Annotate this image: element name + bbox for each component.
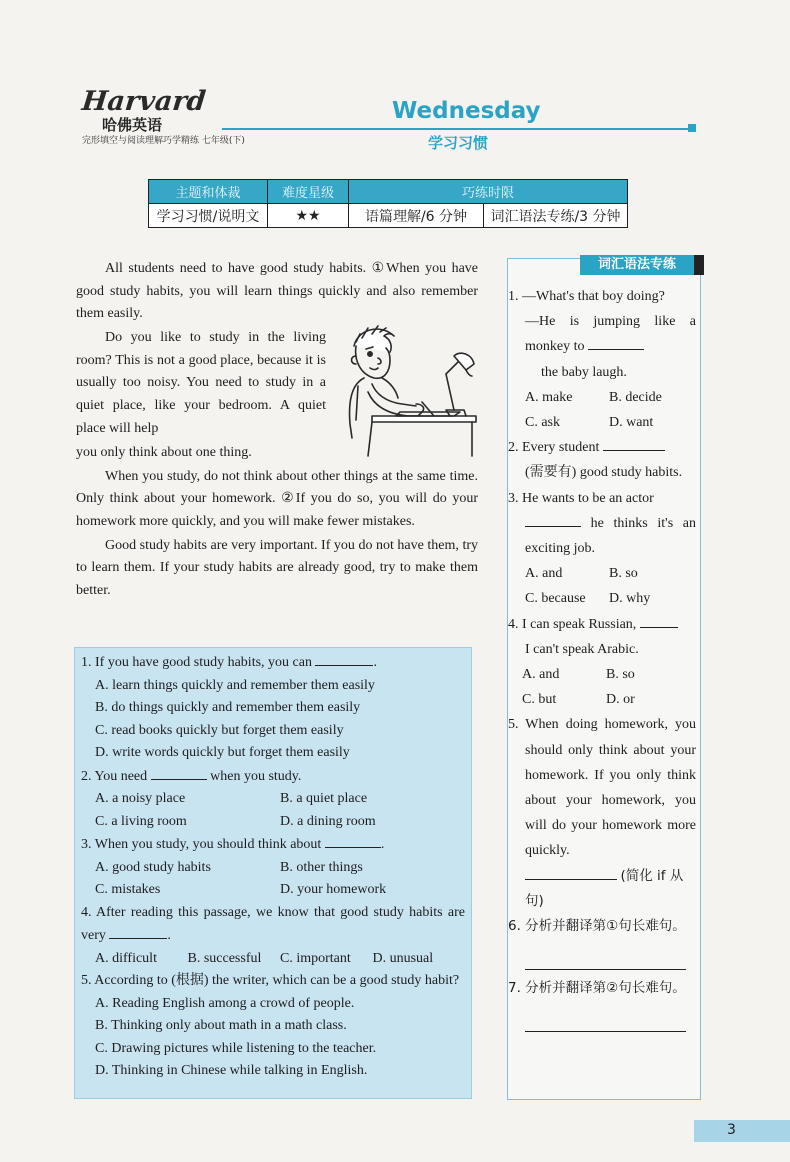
vocab-q2-blank[interactable] — [603, 435, 665, 451]
vocab-q3-rest: he thinks it's an exciting job. — [525, 515, 697, 557]
q1-stem: 1. If you have good study habits, you can — [81, 655, 312, 670]
q2-option-c[interactable]: C. a living room — [95, 813, 187, 829]
vocab-q4-blank[interactable] — [640, 612, 678, 628]
q3-option-d[interactable]: D. your homework — [280, 882, 387, 897]
question-4: 4. After reading this passage, we know that good study habits are very . — [81, 904, 465, 943]
q5-option-a[interactable]: A. Reading English among a crowd of people. — [95, 995, 355, 1011]
q2-option-a[interactable]: A. a noisy place — [95, 791, 186, 806]
paragraph-2-end: you only think about one thing. — [76, 444, 252, 460]
vocab-q5-note: (简化 if 从句) — [525, 867, 684, 909]
vocab-q7: 7. 分析并翻译第②句长难句。 — [508, 980, 686, 997]
vocab-q6: 6. 分析并翻译第①句长难句。 — [508, 918, 686, 935]
vocab-q4-rest: I can't speak Arabic. — [525, 641, 639, 657]
day-title: Wednesday — [392, 98, 541, 124]
series-subtitle: 完形填空与阅读理解巧学精练 七年级(下) — [82, 136, 245, 146]
q1-option-d[interactable]: D. write words quickly but forget them easily — [95, 745, 350, 760]
vocab-q4-option-c[interactable]: C. but — [522, 692, 557, 708]
vocab-time: 词汇语法专练/3 分钟 — [484, 204, 628, 228]
vocab-q3-stem: 3. He wants to be an actor — [508, 490, 654, 506]
reading-questions — [74, 647, 472, 1099]
header-rule-end — [688, 124, 696, 132]
vocab-q1-option-c[interactable]: C. ask — [525, 415, 560, 431]
vocab-q1-line1: 1. —What's that boy doing? — [508, 289, 665, 304]
vocab-q7-answer-line[interactable] — [525, 1013, 686, 1032]
q5-option-b[interactable]: B. Thinking only about math in a math class. — [95, 1018, 347, 1033]
paragraph-1: All students need to have good study habits. ①When you have good study habits, you will learn things quickly and also remember them easily. — [76, 261, 478, 322]
q5-stem: 5. According to (根据) the writer, which can be a good study habit? — [81, 973, 460, 988]
vocab-q1-option-b[interactable]: B. decide — [609, 389, 662, 405]
vocab-q1-blank[interactable] — [588, 334, 644, 350]
q1-option-c[interactable]: C. read books quickly but forget them easily — [95, 722, 344, 738]
topic-value: 学习习惯/说明文 — [149, 204, 268, 228]
vocab-q3-option-c[interactable]: C. because — [525, 591, 586, 607]
question-2 — [81, 765, 465, 789]
vocab-q4-option-a[interactable]: A. and — [522, 667, 560, 683]
vocab-q5-line — [525, 864, 696, 914]
vocab-q3-line2 — [525, 511, 696, 561]
q3-stem: 3. When you study, you should think about — [81, 837, 322, 852]
vocab-q6-answer-line[interactable] — [525, 951, 686, 970]
vocab-q2-rest: (需要有) good study habits. — [525, 465, 683, 481]
q3-option-a[interactable]: A. good study habits — [95, 859, 211, 875]
harvard-logo — [80, 86, 245, 147]
vocab-q4-option-d[interactable]: D. or — [606, 692, 635, 708]
header-rule — [222, 128, 694, 130]
vocab-q4 — [508, 612, 696, 637]
q4-option-b[interactable]: B. successful — [187, 950, 262, 966]
vocab-q3-option-a[interactable]: A. and — [525, 566, 563, 582]
question-3: 3. When you study, you should think about . — [81, 833, 465, 857]
logo-text: Harvard — [80, 86, 208, 117]
vocab-tab-end — [694, 255, 704, 275]
q2-stem-a: 2. You need — [81, 768, 148, 784]
q4-option-d[interactable]: D. unusual — [372, 950, 434, 966]
vocab-q1-stem: —He is jumping like a monkey to — [525, 314, 696, 355]
vocab-q3-option-b[interactable]: B. so — [609, 566, 638, 582]
paragraph-3: When you study, do not think about other things at the same time. Only think about your homework. ②If you do so, you will do your homework more quickly, and you will make fewer mistakes. — [76, 468, 478, 529]
vocab-q3-blank[interactable] — [525, 511, 581, 527]
q2-option-b[interactable]: B. a quiet place — [280, 791, 368, 806]
vocab-q5-blank[interactable] — [525, 864, 617, 880]
difficulty-stars: ★★ — [268, 204, 349, 228]
q2-option-d[interactable]: D. a dining room — [280, 813, 376, 829]
vocab-q1-option-a[interactable]: A. make — [525, 389, 573, 405]
vocab-q1-line3: the baby laugh. — [541, 364, 627, 380]
vocab-questions — [508, 284, 696, 1038]
question-1: 1. If you have good study habits, you can . — [81, 651, 465, 675]
q5-option-c[interactable]: C. Drawing pictures while listening to the teacher. — [95, 1040, 377, 1056]
q1-blank[interactable] — [315, 651, 373, 666]
q2-stem-b: when you study. — [210, 768, 302, 784]
paragraph-4: Good study habits are very important. If you do not have them, try to learn them. If your study habits are already good, try to make them better. — [76, 537, 478, 598]
col-difficulty: 难度星级 — [268, 180, 349, 204]
q2-blank[interactable] — [151, 765, 207, 780]
page-number: 3 — [727, 1122, 736, 1138]
q3-blank[interactable] — [325, 833, 381, 848]
vocab-q2 — [508, 435, 696, 460]
info-table — [148, 179, 628, 228]
q4-option-a[interactable]: A. difficult — [95, 950, 157, 966]
vocab-q1-option-d[interactable]: D. want — [609, 415, 654, 431]
vocab-q4-stem: 4. I can speak Russian, — [508, 616, 637, 632]
q3-option-c[interactable]: C. mistakes — [95, 882, 161, 897]
q4-blank[interactable] — [109, 924, 167, 939]
student-studying-illustration — [342, 320, 480, 458]
logo-cn: 哈佛英语 — [102, 116, 163, 134]
q4-stem: 4. After reading this passage, we know that good study habits are very — [81, 904, 465, 943]
page-number-bar — [694, 1120, 790, 1142]
col-topic: 主题和体裁 — [149, 180, 268, 204]
vocab-panel-title: 词汇语法专练 — [580, 255, 694, 275]
reading-time: 语篇理解/6 分钟 — [349, 204, 484, 228]
vocab-q1-line2 — [525, 309, 696, 359]
theme-title: 学习习惯 — [428, 134, 489, 152]
q5-option-d[interactable]: D. Thinking in Chinese while talking in English. — [95, 1063, 368, 1078]
paragraph-2: Do you like to study in the living room? This is not a good place, because it is usually too noisy. You need to study in a quiet place, like your bedroom. A quiet place will help — [76, 330, 326, 436]
vocab-q4-option-b[interactable]: B. so — [606, 667, 635, 683]
q4-option-c[interactable]: C. important — [280, 950, 351, 966]
vocab-q2-stem: 2. Every student — [508, 440, 600, 456]
q1-option-a[interactable]: A. learn things quickly and remember them easily — [95, 677, 375, 693]
q3-option-b[interactable]: B. other things — [280, 859, 363, 875]
col-time: 巧练时限 — [349, 180, 628, 204]
q1-option-b[interactable]: B. do things quickly and remember them easily — [95, 700, 361, 715]
vocab-q5: 5. When doing homework, you should only think about your homework. If you only think about your homework, you will do your homework more quickly. — [508, 717, 696, 859]
vocab-q3-option-d[interactable]: D. why — [609, 591, 651, 607]
